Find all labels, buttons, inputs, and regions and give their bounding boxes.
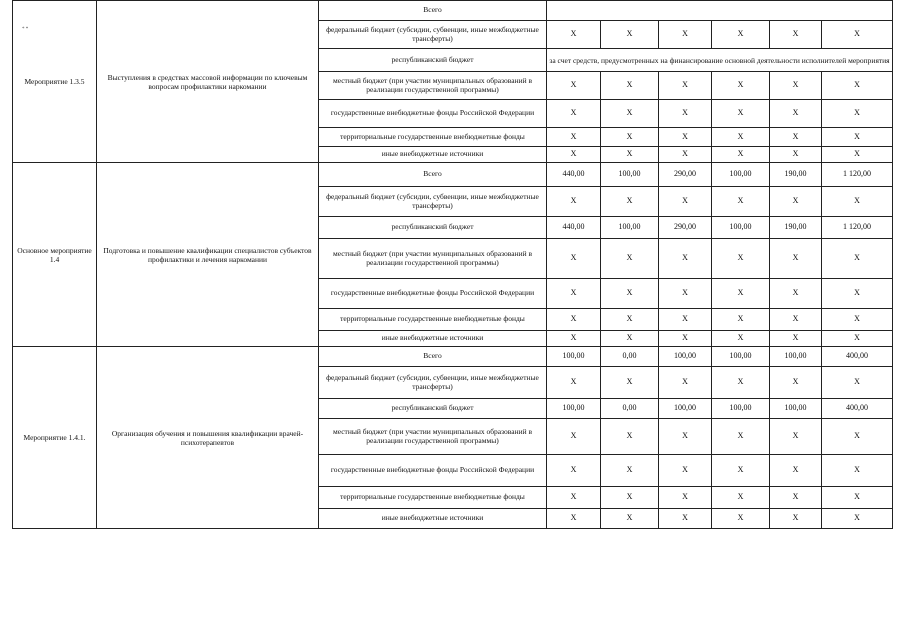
funding-source-cell: территориальные государственные внебюджетные фонды [319,309,547,331]
funding-source-cell: иные внебюджетные источники [319,147,547,163]
value-cell: X [822,487,893,509]
value-cell: X [770,21,822,49]
funding-source-cell: республиканский бюджет [319,217,547,239]
value-cell: X [822,239,893,279]
value-cell: X [547,72,601,100]
value-cell: 440,00 [547,163,601,187]
value-cell: 100,00 [712,163,770,187]
funding-note-cell: за счет средств, предусмотренных на финансирование основной деятельности исполнителей мероприятия [547,49,893,72]
funding-source-cell: федеральный бюджет (субсидии, субвенции, иные межбюджетные трансферты) [319,367,547,399]
value-cell: X [547,487,601,509]
value-cell: X [770,72,822,100]
event-name-cell: Организация обучения и повышения квалификации врачей-психотерапевтов [97,347,319,529]
table-row [13,1,893,21]
value-cell: X [601,279,659,309]
value-cell: X [601,487,659,509]
value-cell: X [547,367,601,399]
value-cell: X [770,487,822,509]
funding-source-cell: Всего [319,347,547,367]
value-cell: X [712,331,770,347]
value-cell: X [601,128,659,147]
value-cell: X [659,509,712,529]
value-cell: X [659,72,712,100]
value-cell: X [659,187,712,217]
value-cell: X [770,279,822,309]
value-cell: X [822,21,893,49]
funding-source-cell: республиканский бюджет [319,399,547,419]
value-cell: X [547,21,601,49]
event-code-cell: Мероприятие 1.3.5 [13,1,97,163]
event-code-cell: Мероприятие 1.4.1. [13,347,97,529]
value-cell: X [601,419,659,455]
value-cell: X [770,331,822,347]
value-cell: X [601,100,659,128]
value-cell: X [770,128,822,147]
value-cell: 1 120,00 [822,163,893,187]
value-cell: X [822,128,893,147]
funding-source-cell: местный бюджет (при участии муниципальных образований в реализации государственной программы) [319,239,547,279]
value-cell: X [601,367,659,399]
value-cell: X [822,72,893,100]
funding-source-cell: местный бюджет (при участии муниципальных образований в реализации государственной программы) [319,72,547,100]
value-cell: X [601,239,659,279]
value-cell: 100,00 [770,347,822,367]
value-cell: X [601,147,659,163]
value-cell: X [659,239,712,279]
value-cell: X [659,128,712,147]
value-cell: X [822,419,893,455]
value-cell: X [712,72,770,100]
value-cell: X [547,331,601,347]
value-cell: 440,00 [547,217,601,239]
value-cell: X [822,455,893,487]
value-cell: X [822,331,893,347]
value-cell: X [712,367,770,399]
value-cell: X [601,21,659,49]
value-cell: X [601,455,659,487]
value-cell: 100,00 [770,399,822,419]
funding-source-cell: территориальные государственные внебюджетные фонды [319,128,547,147]
value-cell: 100,00 [659,347,712,367]
value-cell: X [659,367,712,399]
value-cell: X [601,72,659,100]
value-cell: X [547,187,601,217]
value-cell: X [712,100,770,128]
funding-source-cell: республиканский бюджет [319,49,547,72]
value-cell: X [712,419,770,455]
value-cell: X [659,100,712,128]
funding-source-cell: Всего [319,163,547,187]
value-cell: 100,00 [601,217,659,239]
value-cell: 100,00 [712,217,770,239]
value-cell: 100,00 [547,347,601,367]
value-cell: X [712,487,770,509]
value-cell: 190,00 [770,163,822,187]
funding-source-cell: иные внебюджетные источники [319,509,547,529]
value-cell: X [770,309,822,331]
value-cell: X [659,21,712,49]
value-cell: X [822,309,893,331]
value-cell: X [601,187,659,217]
value-cell: X [822,279,893,309]
value-cell: X [547,128,601,147]
value-cell: X [712,509,770,529]
value-cell: X [712,279,770,309]
value-cell: X [547,147,601,163]
value-cell: X [712,21,770,49]
budget-table [12,0,893,529]
value-cell: X [770,419,822,455]
value-cell: 190,00 [770,217,822,239]
funding-source-cell: иные внебюджетные источники [319,331,547,347]
value-cell: X [770,455,822,487]
value-cell: X [659,419,712,455]
value-cell: 100,00 [712,399,770,419]
value-cell: 400,00 [822,347,893,367]
event-name-cell: Подготовка и повышение квалификации специалистов субъектов профилактики и лечения наркомании [97,163,319,347]
value-cell: X [822,100,893,128]
table-row [13,163,893,187]
funding-source-cell: государственные внебюджетные фонды Российской Федерации [319,455,547,487]
value-cell: X [547,509,601,529]
value-cell: X [601,309,659,331]
value-cell: X [659,487,712,509]
scan-mark: * * [22,27,29,32]
value-cell: X [822,187,893,217]
value-cell: X [712,187,770,217]
value-cell: 100,00 [601,163,659,187]
funding-source-cell: федеральный бюджет (субсидии, субвенции, иные межбюджетные трансферты) [319,21,547,49]
value-cell: X [770,187,822,217]
funding-source-cell: государственные внебюджетные фонды Российской Федерации [319,100,547,128]
value-cell: 0,00 [601,399,659,419]
value-cell: X [712,128,770,147]
value-cell: X [770,509,822,529]
value-cell: X [822,147,893,163]
value-cell: X [659,331,712,347]
value-cell: X [712,309,770,331]
value-cell: X [712,239,770,279]
value-cell: 400,00 [822,399,893,419]
value-cell: 100,00 [712,347,770,367]
value-cell: X [770,367,822,399]
value-cell: X [822,509,893,529]
value-cell: X [712,147,770,163]
value-cell: X [659,279,712,309]
value-cell: 0,00 [601,347,659,367]
value-cell: 1 120,00 [822,217,893,239]
value-cell: 100,00 [659,399,712,419]
value-cell: X [547,309,601,331]
value-cell: 290,00 [659,163,712,187]
table-row [13,347,893,367]
funding-source-cell: местный бюджет (при участии муниципальных образований в реализации государственной программы) [319,419,547,455]
value-cell: 290,00 [659,217,712,239]
value-cell: X [659,309,712,331]
value-cell: X [547,455,601,487]
value-cell: X [547,419,601,455]
value-cell: X [547,100,601,128]
empty-value-cell [547,1,893,21]
funding-source-cell: федеральный бюджет (субсидии, субвенции, иные межбюджетные трансферты) [319,187,547,217]
value-cell: X [770,100,822,128]
funding-source-cell: государственные внебюджетные фонды Российской Федерации [319,279,547,309]
value-cell: X [770,239,822,279]
value-cell: X [547,239,601,279]
event-code-cell: Основное мероприятие 1.4 [13,163,97,347]
value-cell: X [712,455,770,487]
value-cell: X [547,279,601,309]
value-cell: 100,00 [547,399,601,419]
funding-source-cell: территориальные государственные внебюджетные фонды [319,487,547,509]
value-cell: X [601,331,659,347]
value-cell: X [822,367,893,399]
funding-source-cell: Всего [319,1,547,21]
value-cell: X [770,147,822,163]
event-name-cell: Выступления в средствах массовой информации по ключевым вопросам профилактики наркомании [97,1,319,163]
value-cell: X [659,455,712,487]
value-cell: X [601,509,659,529]
value-cell: X [659,147,712,163]
